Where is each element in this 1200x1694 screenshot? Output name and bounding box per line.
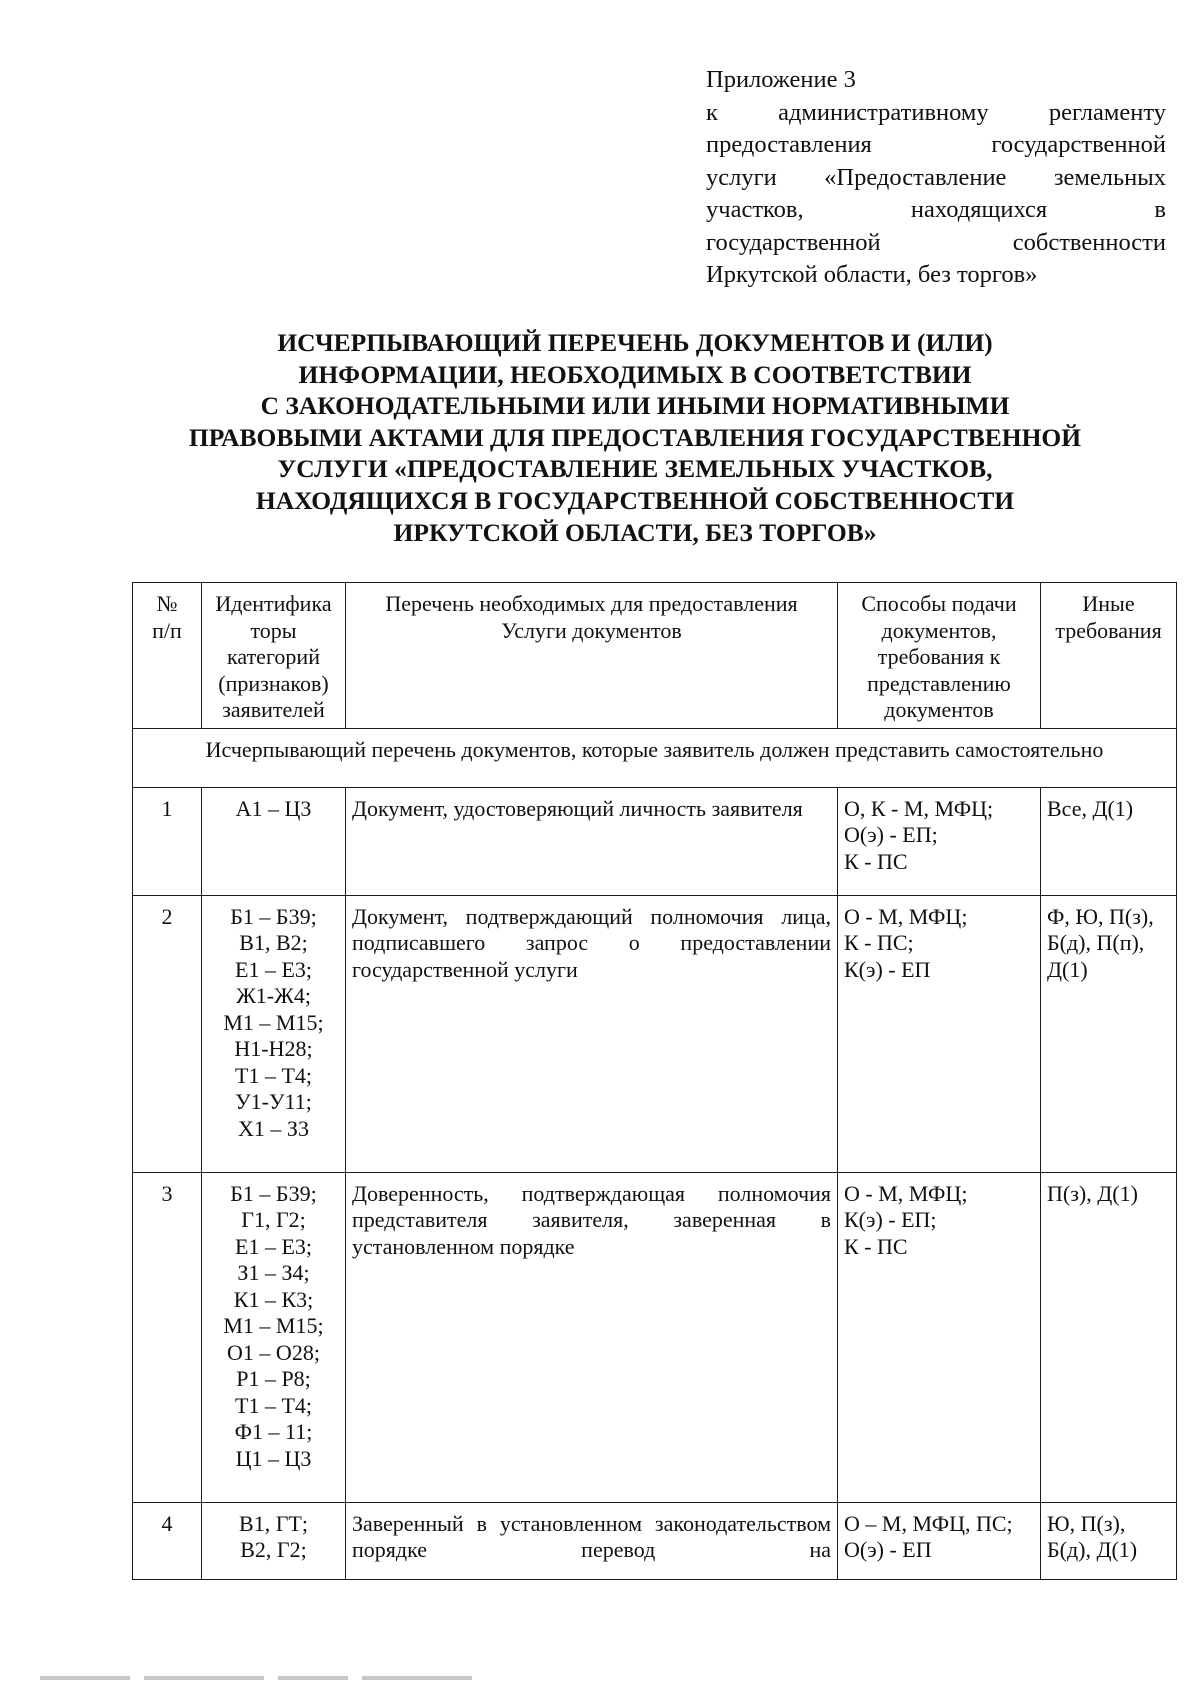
document-name: Документ, подтверждающий полномочия лица, подписавшего запрос о предоставлении государственной услуги <box>346 895 838 1172</box>
submission-method: К - ПС <box>844 848 908 874</box>
applicant-ids-cell <box>202 1502 346 1579</box>
row-number: 3 <box>133 1172 202 1502</box>
submission-method: К(э) - ЕП; <box>844 1207 937 1232</box>
submission-method: О(э) - ЕП; <box>844 822 938 847</box>
other-requirement: Д(1) <box>1047 956 1088 982</box>
submission-methods-cell <box>838 1502 1041 1579</box>
appendix-line: участков, находящихся в <box>706 196 1166 223</box>
appendix-line: Приложение 3 <box>706 66 856 93</box>
appendix-line: услуги «Предоставление земельных <box>706 163 1166 191</box>
other-requirements-cell <box>1041 1172 1177 1502</box>
applicant-id: У1-У11; <box>235 1089 312 1114</box>
header-text: № <box>156 591 178 616</box>
header-text: требования <box>1055 617 1162 643</box>
appendix-line: Иркутской области, без торгов» <box>706 261 1038 288</box>
header-text: заявителей <box>222 697 325 722</box>
document-name: Документ, удостоверяющий личность заявителя <box>346 787 838 895</box>
artifact-mark <box>144 1676 264 1680</box>
submission-methods-cell <box>838 895 1041 1172</box>
applicant-id: Ж1-Ж4; <box>236 983 311 1008</box>
header-text: Перечень необходимых для предоставления <box>385 591 798 616</box>
artifact-mark <box>362 1676 472 1680</box>
title-line: НАХОДЯЩИХСЯ В ГОСУДАРСТВЕННОЙ СОБСТВЕННОСТИ <box>255 485 1015 515</box>
header-text: п/п <box>152 617 182 643</box>
submission-method: О – М, МФЦ, ПС; <box>844 1510 1013 1536</box>
applicant-id: Г1, Г2; <box>241 1207 306 1232</box>
table-row <box>133 1502 1177 1579</box>
applicant-id: А1 – Ц3 <box>235 795 312 821</box>
artifact-mark <box>40 1676 130 1680</box>
applicant-id: Х1 – З3 <box>238 1115 309 1141</box>
applicant-id: В2, Г2; <box>240 1537 307 1562</box>
header-text: Услуги документов <box>501 617 682 643</box>
title-line: ИСЧЕРПЫВАЮЩИЙ ПЕРЕЧЕНЬ ДОКУМЕНТОВ И (ИЛИ) <box>277 328 993 357</box>
applicant-id: М1 – М15; <box>223 1313 324 1338</box>
other-requirement: Б(д), Д(1) <box>1047 1537 1138 1562</box>
applicant-id: О1 – О28; <box>227 1339 320 1365</box>
title-line: ИРКУТСКОЙ ОБЛАСТИ, БЕЗ ТОРГОВ» <box>393 517 877 547</box>
header-text: Способы подачи <box>861 591 1017 616</box>
submission-method: О - М, МФЦ; <box>844 903 968 929</box>
applicant-id: В1, ГТ; <box>239 1510 308 1536</box>
other-requirements-cell <box>1041 787 1177 895</box>
title-line: УСЛУГИ «ПРЕДОСТАВЛЕНИЕ ЗЕМЕЛЬНЫХ УЧАСТКОВ, <box>277 454 993 484</box>
header-text: категорий <box>227 644 320 669</box>
header-number <box>133 583 202 729</box>
applicant-id: Т1 – Т4; <box>235 1392 312 1418</box>
other-requirement: П(з), Д(1) <box>1047 1180 1138 1206</box>
title-line: С ЗАКОНОДАТЕЛЬНЫМИ ИЛИ ИНЫМИ НОРМАТИВНЫМИ <box>260 391 1010 421</box>
applicant-ids-cell <box>202 895 346 1172</box>
table-header-row <box>133 583 1177 729</box>
applicant-id: З1 – З4; <box>237 1260 310 1285</box>
submission-methods-cell <box>838 1172 1041 1502</box>
applicant-id: В1, В2; <box>239 930 308 955</box>
header-other-requirements <box>1041 583 1177 729</box>
submission-method: О(э) - ЕП <box>844 1537 932 1562</box>
header-applicant-ids <box>202 583 346 729</box>
applicant-ids-cell <box>202 1172 346 1502</box>
table-row <box>133 1172 1177 1502</box>
other-requirement: Ю, П(з), <box>1047 1510 1126 1536</box>
header-text: (признаков) <box>218 670 329 696</box>
submission-method: О - М, МФЦ; <box>844 1180 968 1206</box>
header-text: документов, <box>881 617 997 643</box>
header-text: требования к <box>877 644 1001 669</box>
header-documents <box>346 583 838 729</box>
title-line: ПРАВОВЫМИ АКТАМИ ДЛЯ ПРЕДОСТАВЛЕНИЯ ГОСУДАРСТВЕННОЙ <box>188 422 1082 452</box>
other-requirement: Б(д), П(п), <box>1047 930 1145 955</box>
document-name: Доверенность, подтверждающая полномочия представителя заявителя, заверенная в установленном порядке <box>346 1172 838 1502</box>
appendix-line: к административному регламенту <box>706 98 1166 126</box>
row-number: 4 <box>133 1502 202 1579</box>
applicant-id: К1 – К3; <box>233 1286 314 1312</box>
applicant-id: Б1 – Б39; <box>230 903 317 929</box>
applicant-id: Т1 – Т4; <box>235 1062 312 1088</box>
applicant-id: Ц1 – Ц3 <box>235 1445 312 1471</box>
applicant-id: Ф1 – 11; <box>234 1419 313 1444</box>
submission-method: О, К - М, МФЦ; <box>844 795 994 821</box>
submission-methods-cell <box>838 787 1041 895</box>
header-text: Идентифика <box>215 591 332 616</box>
section-title: Исчерпывающий перечень документов, которые заявитель должен представить самостоятельно <box>133 728 1177 787</box>
header-submission-methods <box>838 583 1041 729</box>
appendix-line: государственной собственности <box>706 228 1166 256</box>
applicant-id: Е1 – Е3; <box>235 956 312 982</box>
page-edge-artifact <box>40 1676 600 1682</box>
other-requirements-cell <box>1041 895 1177 1172</box>
artifact-mark <box>278 1676 348 1680</box>
row-number: 1 <box>133 787 202 895</box>
table-row <box>133 787 1177 895</box>
applicant-id: Б1 – Б39; <box>230 1180 317 1206</box>
header-text: представлению <box>867 670 1011 696</box>
section-row <box>133 728 1177 787</box>
applicant-id: Н1-Н28; <box>234 1036 313 1061</box>
documents-table <box>132 582 1177 1580</box>
submission-method: К - ПС; <box>844 930 914 955</box>
document-name: Заверенный в установленном законодательством порядке перевод на <box>346 1502 838 1579</box>
document-title <box>120 327 1150 548</box>
applicant-id: Е1 – Е3; <box>235 1233 312 1259</box>
title-line: ИНФОРМАЦИИ, НЕОБХОДИМЫХ В СООТВЕТСТВИИ <box>298 359 972 389</box>
appendix-note <box>706 64 1166 292</box>
applicant-id: Р1 – Р8; <box>236 1366 311 1391</box>
header-text: торы <box>250 617 297 643</box>
applicant-id: М1 – М15; <box>223 1009 324 1035</box>
submission-method: К - ПС <box>844 1233 908 1259</box>
header-text: Иные <box>1082 591 1135 616</box>
other-requirement: Все, Д(1) <box>1047 795 1134 821</box>
other-requirement: Ф, Ю, П(з), <box>1047 903 1154 929</box>
header-text: документов <box>884 697 994 722</box>
appendix-line: предоставления государственной <box>706 131 1166 158</box>
submission-method: К(э) - ЕП <box>844 956 931 982</box>
row-number: 2 <box>133 895 202 1172</box>
other-requirements-cell <box>1041 1502 1177 1579</box>
table-row <box>133 895 1177 1172</box>
applicant-ids-cell <box>202 787 346 895</box>
